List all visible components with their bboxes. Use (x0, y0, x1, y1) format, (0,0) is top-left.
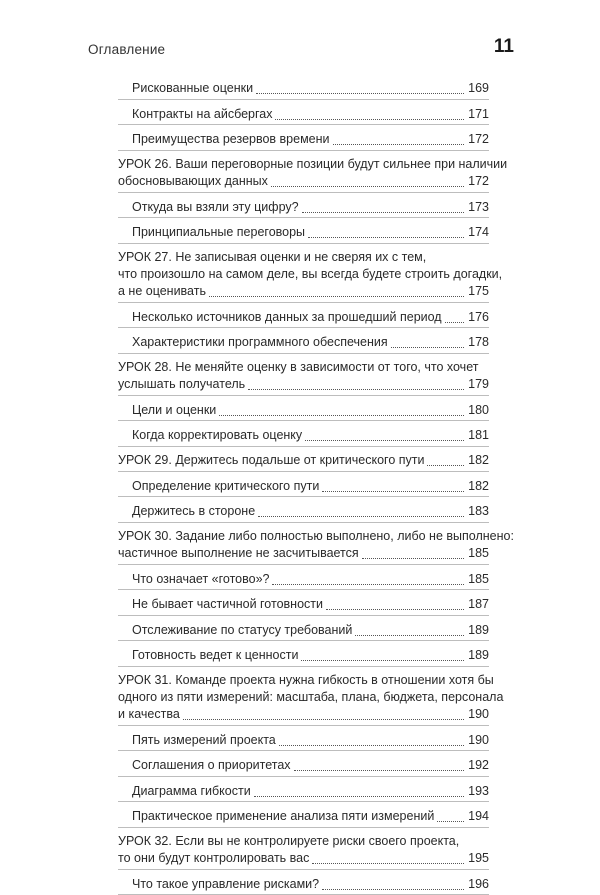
toc-entry-title-line: что произошло на самом деле, вы всегда будете строить догадки, (118, 266, 489, 283)
toc-subsection-entry[interactable] (118, 497, 489, 523)
toc-subsection-entry[interactable] (118, 565, 489, 591)
dot-leader (326, 608, 464, 610)
toc-entry-row (132, 757, 489, 774)
dot-leader (302, 211, 464, 213)
toc-page-number: 176 (467, 309, 489, 326)
dot-leader (305, 439, 464, 441)
toc-page-number: 180 (467, 402, 489, 419)
toc-page-number: 190 (467, 706, 489, 723)
toc-subsection-entry[interactable] (118, 328, 489, 354)
toc-page-number: 178 (467, 334, 489, 351)
dot-leader (271, 185, 464, 187)
dot-leader (437, 820, 464, 822)
toc-entry-row (132, 199, 489, 216)
toc-entry-title: Диаграмма гибкости (132, 783, 251, 800)
dot-leader (301, 659, 464, 661)
dot-leader (209, 295, 464, 297)
dot-leader (258, 515, 464, 517)
toc-subsection-entry[interactable] (118, 802, 489, 828)
toc-subsection-entry[interactable] (118, 641, 489, 667)
toc-entry-title: частичное выполнение не засчитывается (118, 545, 359, 562)
dot-leader (445, 321, 464, 323)
dot-leader (275, 118, 464, 120)
toc-entry-title: и качества (118, 706, 180, 723)
toc-page-number: 172 (467, 131, 489, 148)
dot-leader (312, 862, 464, 864)
toc-entry-row (132, 622, 489, 639)
toc-page-number: 193 (467, 783, 489, 800)
toc-page-number: 182 (467, 478, 489, 495)
toc-entry-title: обосновывающих данных (118, 173, 268, 190)
toc-subsection-entry[interactable] (118, 218, 489, 244)
toc-page-number: 194 (467, 808, 489, 825)
dot-leader (427, 464, 464, 466)
toc-lesson-entry[interactable] (118, 447, 489, 472)
toc-entry-row (132, 427, 489, 444)
toc-page-number: 195 (467, 850, 489, 867)
toc-subsection-entry[interactable] (118, 777, 489, 803)
toc-subsection-entry[interactable] (118, 303, 489, 329)
toc-entry-title: Не бывает частичной готовности (132, 596, 323, 613)
dot-leader (254, 795, 464, 797)
toc-entry-row (132, 783, 489, 800)
toc-entry-title: Характеристики программного обеспечения (132, 334, 388, 351)
toc-lesson-entry[interactable] (118, 667, 489, 726)
toc-subsection-entry[interactable] (118, 751, 489, 777)
toc-entry-row (132, 309, 489, 326)
toc-entry-title-line: УРОК 30. Задание либо полностью выполнено, либо не выполнено: (118, 528, 489, 545)
toc-entry-row (132, 224, 489, 241)
dot-leader (272, 583, 464, 585)
toc-lesson-entry[interactable] (118, 523, 489, 565)
toc-entry-row (132, 80, 489, 97)
toc-entry-title: Практическое применение анализа пяти измерений (132, 808, 434, 825)
toc-entry-row (132, 876, 489, 893)
toc-page-number: 190 (467, 732, 489, 749)
toc-subsection-entry[interactable] (118, 726, 489, 752)
toc-entry-title: Пять измерений проекта (132, 732, 276, 749)
toc-entry-title: услышать получатель (118, 376, 245, 393)
toc-entry-row (118, 283, 489, 300)
toc-entry-title-line: УРОК 31. Команде проекта нужна гибкость в отношении хотя бы (118, 672, 489, 689)
toc-entry-title: Соглашения о приоритетах (132, 757, 291, 774)
toc-entry-title: Отслеживание по статусу требований (132, 622, 352, 639)
toc-entry-title: Держитесь в стороне (132, 503, 255, 520)
toc-page-number: 189 (467, 622, 489, 639)
toc-entry-row (118, 706, 489, 723)
dot-leader (248, 388, 464, 390)
toc-page-number: 174 (467, 224, 489, 241)
toc-page-number: 196 (467, 876, 489, 893)
dot-leader (183, 718, 464, 720)
toc-entry-title-line: УРОК 28. Не меняйте оценку в зависимости от того, что хочет (118, 359, 489, 376)
toc-page-number: 189 (467, 647, 489, 664)
toc-entry-title: а не оценивать (118, 283, 206, 300)
dot-leader (294, 769, 464, 771)
toc-page-number: 171 (467, 106, 489, 123)
toc-entry-row (132, 808, 489, 825)
toc-entry-row (132, 106, 489, 123)
dot-leader (333, 143, 464, 145)
toc-page-number: 175 (467, 283, 489, 300)
dot-leader (322, 888, 464, 890)
toc-page-number: 183 (467, 503, 489, 520)
dot-leader (308, 236, 464, 238)
toc-subsection-entry[interactable] (118, 74, 489, 100)
toc-entry-row (132, 131, 489, 148)
dot-leader (279, 744, 464, 746)
toc-entry-row (132, 596, 489, 613)
dot-leader (219, 414, 464, 416)
dot-leader (256, 92, 464, 94)
toc-entry-title-line: УРОК 26. Ваши переговорные позиции будут сильнее при наличии (118, 156, 489, 173)
toc-entry-title: Рискованные оценки (132, 80, 253, 97)
toc-entry-title: Готовность ведет к ценности (132, 647, 298, 664)
toc-entry-title: Определение критического пути (132, 478, 319, 495)
toc-page-number: 169 (467, 80, 489, 97)
page-header (0, 0, 600, 70)
toc-entry-row (118, 545, 489, 562)
toc-entry-row (132, 571, 489, 588)
toc-entry-title: Что означает «готово»? (132, 571, 269, 588)
toc-page-number: 185 (467, 571, 489, 588)
toc-entry-title: Принципиальные переговоры (132, 224, 305, 241)
dot-leader (355, 634, 464, 636)
toc-entry-title: Откуда вы взяли эту цифру? (132, 199, 299, 216)
toc-entry-title: Цели и оценки (132, 402, 216, 419)
toc-entry-row (132, 503, 489, 520)
toc-entry-row (132, 732, 489, 749)
toc-page-number: 192 (467, 757, 489, 774)
toc-lesson-entry[interactable] (118, 828, 489, 870)
toc-entry-row (118, 376, 489, 393)
toc-subsection-entry[interactable] (118, 590, 489, 616)
toc-subsection-entry[interactable] (118, 100, 489, 126)
toc-page-number: 187 (467, 596, 489, 613)
toc-entry-title: Что такое управление рисками? (132, 876, 319, 893)
toc-entry-title: УРОК 29. Держитесь подальше от критического пути (118, 452, 424, 469)
toc-entry-row (118, 173, 489, 190)
toc-page-number: 179 (467, 376, 489, 393)
toc-subsection-entry[interactable] (118, 396, 489, 422)
toc-page-number: 182 (467, 452, 489, 469)
toc-entry-title: Несколько источников данных за прошедший период (132, 309, 442, 326)
table-of-contents (118, 74, 489, 895)
toc-entry-title-line: одного из пяти измерений: масштаба, плана, бюджета, персонала (118, 689, 489, 706)
toc-subsection-entry[interactable] (118, 125, 489, 151)
toc-page-number: 185 (467, 545, 489, 562)
toc-entry-title-line: УРОК 32. Если вы не контролируете риски своего проекта, (118, 833, 489, 850)
toc-subsection-entry[interactable] (118, 870, 489, 895)
toc-subsection-entry[interactable] (118, 472, 489, 498)
page-number: 11 (494, 36, 514, 58)
toc-lesson-entry[interactable] (118, 354, 489, 396)
toc-entry-title-line: УРОК 27. Не записывая оценки и не сверяя их с тем, (118, 249, 489, 266)
toc-entry-row (118, 452, 489, 469)
toc-entry-row (118, 850, 489, 867)
running-title: Оглавление (88, 42, 165, 57)
toc-entry-title: то они будут контролировать вас (118, 850, 309, 867)
toc-entry-row (132, 402, 489, 419)
toc-lesson-entry[interactable] (118, 151, 489, 193)
toc-entry-row (132, 647, 489, 664)
dot-leader (362, 557, 464, 559)
toc-entry-title: Преимущества резервов времени (132, 131, 330, 148)
toc-subsection-entry[interactable] (118, 193, 489, 219)
toc-page-number: 181 (467, 427, 489, 444)
toc-subsection-entry[interactable] (118, 616, 489, 642)
toc-lesson-entry[interactable] (118, 244, 489, 303)
toc-subsection-entry[interactable] (118, 421, 489, 447)
dot-leader (322, 490, 464, 492)
toc-entry-row (132, 478, 489, 495)
toc-entry-row (132, 334, 489, 351)
toc-entry-title: Когда корректировать оценку (132, 427, 302, 444)
toc-entry-title: Контракты на айсбергах (132, 106, 272, 123)
dot-leader (391, 346, 464, 348)
toc-page-number: 172 (467, 173, 489, 190)
toc-page-number: 173 (467, 199, 489, 216)
